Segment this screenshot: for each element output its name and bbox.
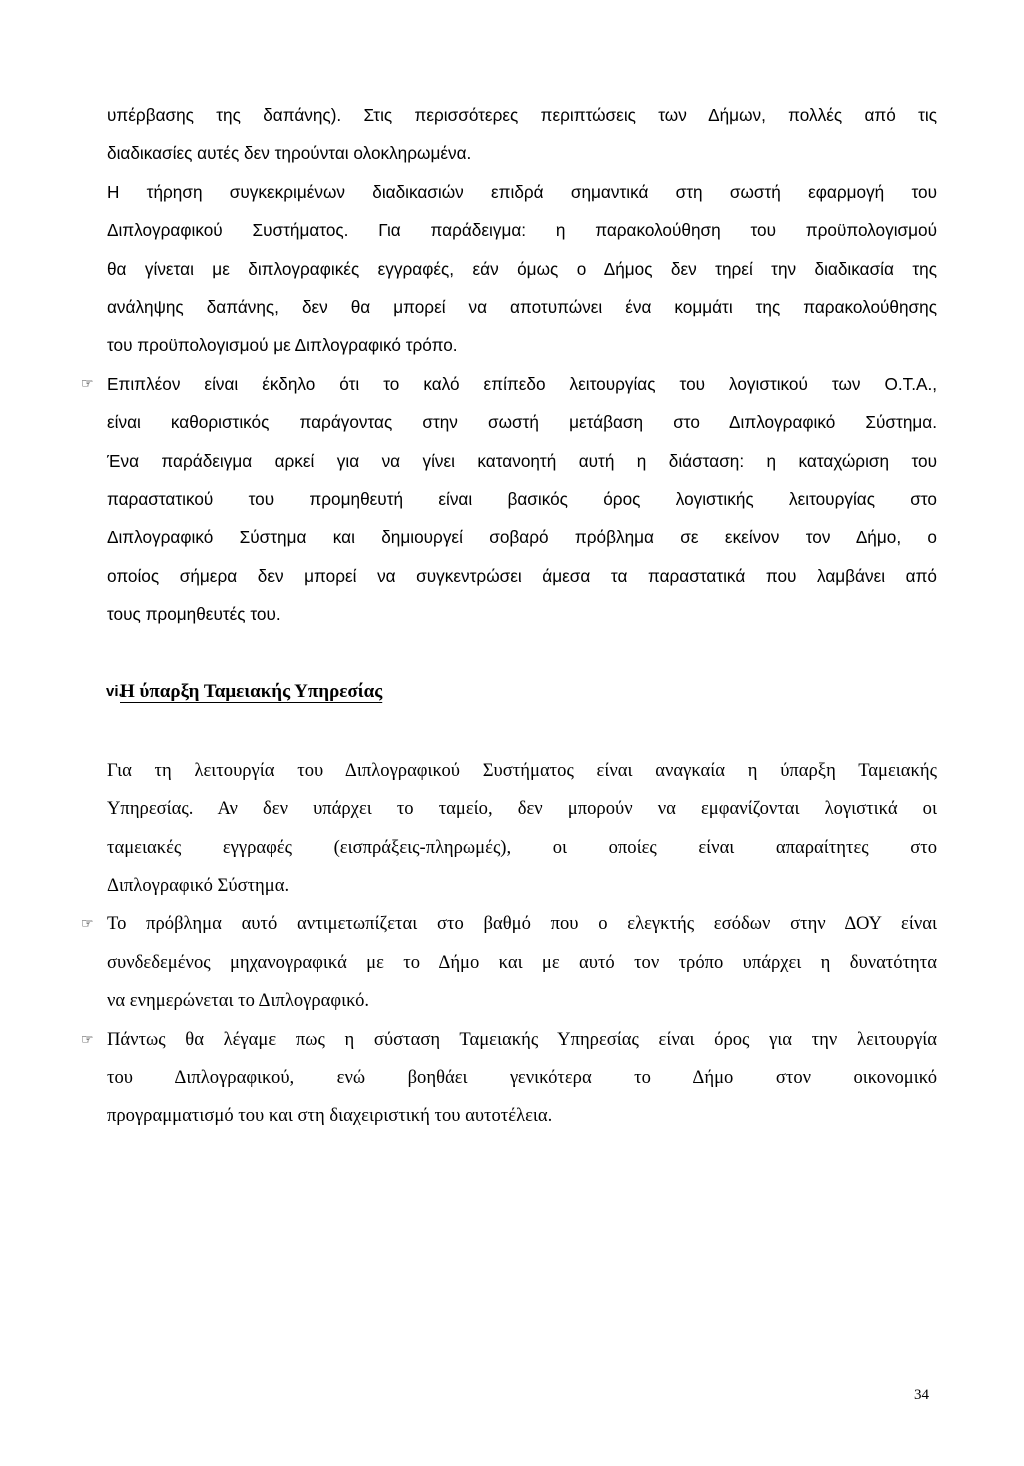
pointing-hand-icon: ☞ — [81, 916, 94, 933]
vertical-spacer — [107, 633, 937, 673]
text-line: Για τη λειτουργία του Διπλογραφικού Συστήματος είναι αναγκαία η ύπαρξη Ταμειακής — [107, 759, 937, 781]
text-line: διαδικασίες αυτές δεν τηρούνται ολοκληρωμένα. — [107, 143, 472, 164]
paragraph-example-invoice — [107, 442, 937, 634]
text-line: Διπλογραφικού Συστήματος. Για παράδειγμα: η παρακολούθηση του προϋπολογισμού — [107, 220, 937, 241]
pointing-hand-icon: ☞ — [81, 1031, 94, 1048]
section-heading — [107, 673, 937, 711]
text-line-content: Πάντως θα λέγαμε πως η σύσταση Ταμειακής Υπηρεσίας είναι όρος για την λειτουργία — [107, 1028, 937, 1050]
text-line: ταμειακές εγγραφές (εισπράξεις-πληρωμές), οι οποίες είναι απαραίτητες στο — [107, 836, 937, 858]
text-line: Διπλογραφικό Σύστημα και δημιουργεί σοβαρό πρόβλημα σε εκείνον τον Δήμο, ο — [107, 527, 937, 548]
text-line — [81, 1021, 937, 1059]
section-number: vi. — [106, 683, 123, 701]
pointing-hand-icon: ☞ — [81, 375, 94, 392]
text-line — [81, 365, 937, 403]
paragraph-treasury-service — [107, 752, 937, 906]
text-line: θα γίνεται με διπλογραφικές εγγραφές, εάν όμως ο Δήμος δεν τηρεί την διαδικασία της — [107, 258, 937, 279]
text-line: ανάληψης δαπάνης, δεν θα μπορεί να αποτυπώνει ένα κομμάτι της παρακολούθησης — [107, 296, 937, 317]
text-line-content: Το πρόβλημα αυτό αντιμετωπίζεται στο βαθμό που ο ελεγκτής εσόδων στην ΔΟΥ είναι — [107, 913, 937, 935]
section-title: Η ύπαρξη Ταμειακής Υπηρεσίας — [120, 681, 383, 703]
text-line-content: Επιπλέον είναι έκδηλο ότι το καλό επίπεδο λειτουργίας του λογιστικού των Ο.Τ.Α., — [107, 373, 937, 394]
bullet-paragraph-treasury-requirement — [81, 1021, 937, 1136]
bullet-paragraph-revenue-auditor — [81, 905, 937, 1020]
text-line: παραστατικού του προμηθευτή είναι βασικός όρος λογιστικής λειτουργίας στο — [107, 488, 937, 509]
text-line: Η τήρηση συγκεκριμένων διαδικασιών επιδρά σημαντικά στη σωστή εφαρμογή του — [107, 181, 937, 202]
text-line: του Διπλογραφικού, ενώ βοηθάει γενικότερα το Δήμο στον οικονομικό — [107, 1066, 937, 1088]
document-page — [81, 96, 937, 1136]
text-line — [81, 905, 937, 943]
text-line: Υπηρεσίας. Αν δεν υπάρχει το ταμείο, δεν μπορούν να εμφανίζονται λογιστικά οι — [107, 798, 937, 820]
text-line: να ενημερώνεται το Διπλογραφικό. — [107, 990, 370, 1012]
text-line: υπέρβασης της δαπάνης). Στις περισσότερες περιπτώσεις των Δήμων, πολλές από τις — [107, 105, 937, 125]
text-line: συνδεδεμένος μηχανογραφικά με το Δήμο και με αυτό τον τρόπο υπάρχει η δυνατότητα — [107, 951, 937, 973]
text-line: είναι καθοριστικός παράγοντας στην σωστή μετάβαση στο Διπλογραφικό Σύστημα. — [107, 412, 937, 433]
paragraph-budget-overrun — [107, 96, 937, 365]
text-line: Διπλογραφικό Σύστημα. — [107, 875, 290, 897]
page-number: 34 — [914, 1387, 929, 1403]
text-line: προγραμματισμό του και στη διαχειριστική του αυτοτέλεια. — [107, 1105, 553, 1127]
text-line: του προϋπολογισμού με Διπλογραφικό τρόπο. — [107, 335, 458, 356]
text-line: τους προμηθευτές του. — [107, 604, 281, 625]
bullet-paragraph-accounting-level — [81, 365, 937, 442]
vertical-spacer — [107, 712, 937, 752]
text-line: οποίος σήμερα δεν μπορεί να συγκεντρώσει άμεσα τα παραστατικά που λαμβάνει από — [107, 565, 937, 586]
text-line: Ένα παράδειγμα αρκεί για να γίνει κατανοητή αυτή η διάσταση: η καταχώριση του — [107, 450, 937, 471]
